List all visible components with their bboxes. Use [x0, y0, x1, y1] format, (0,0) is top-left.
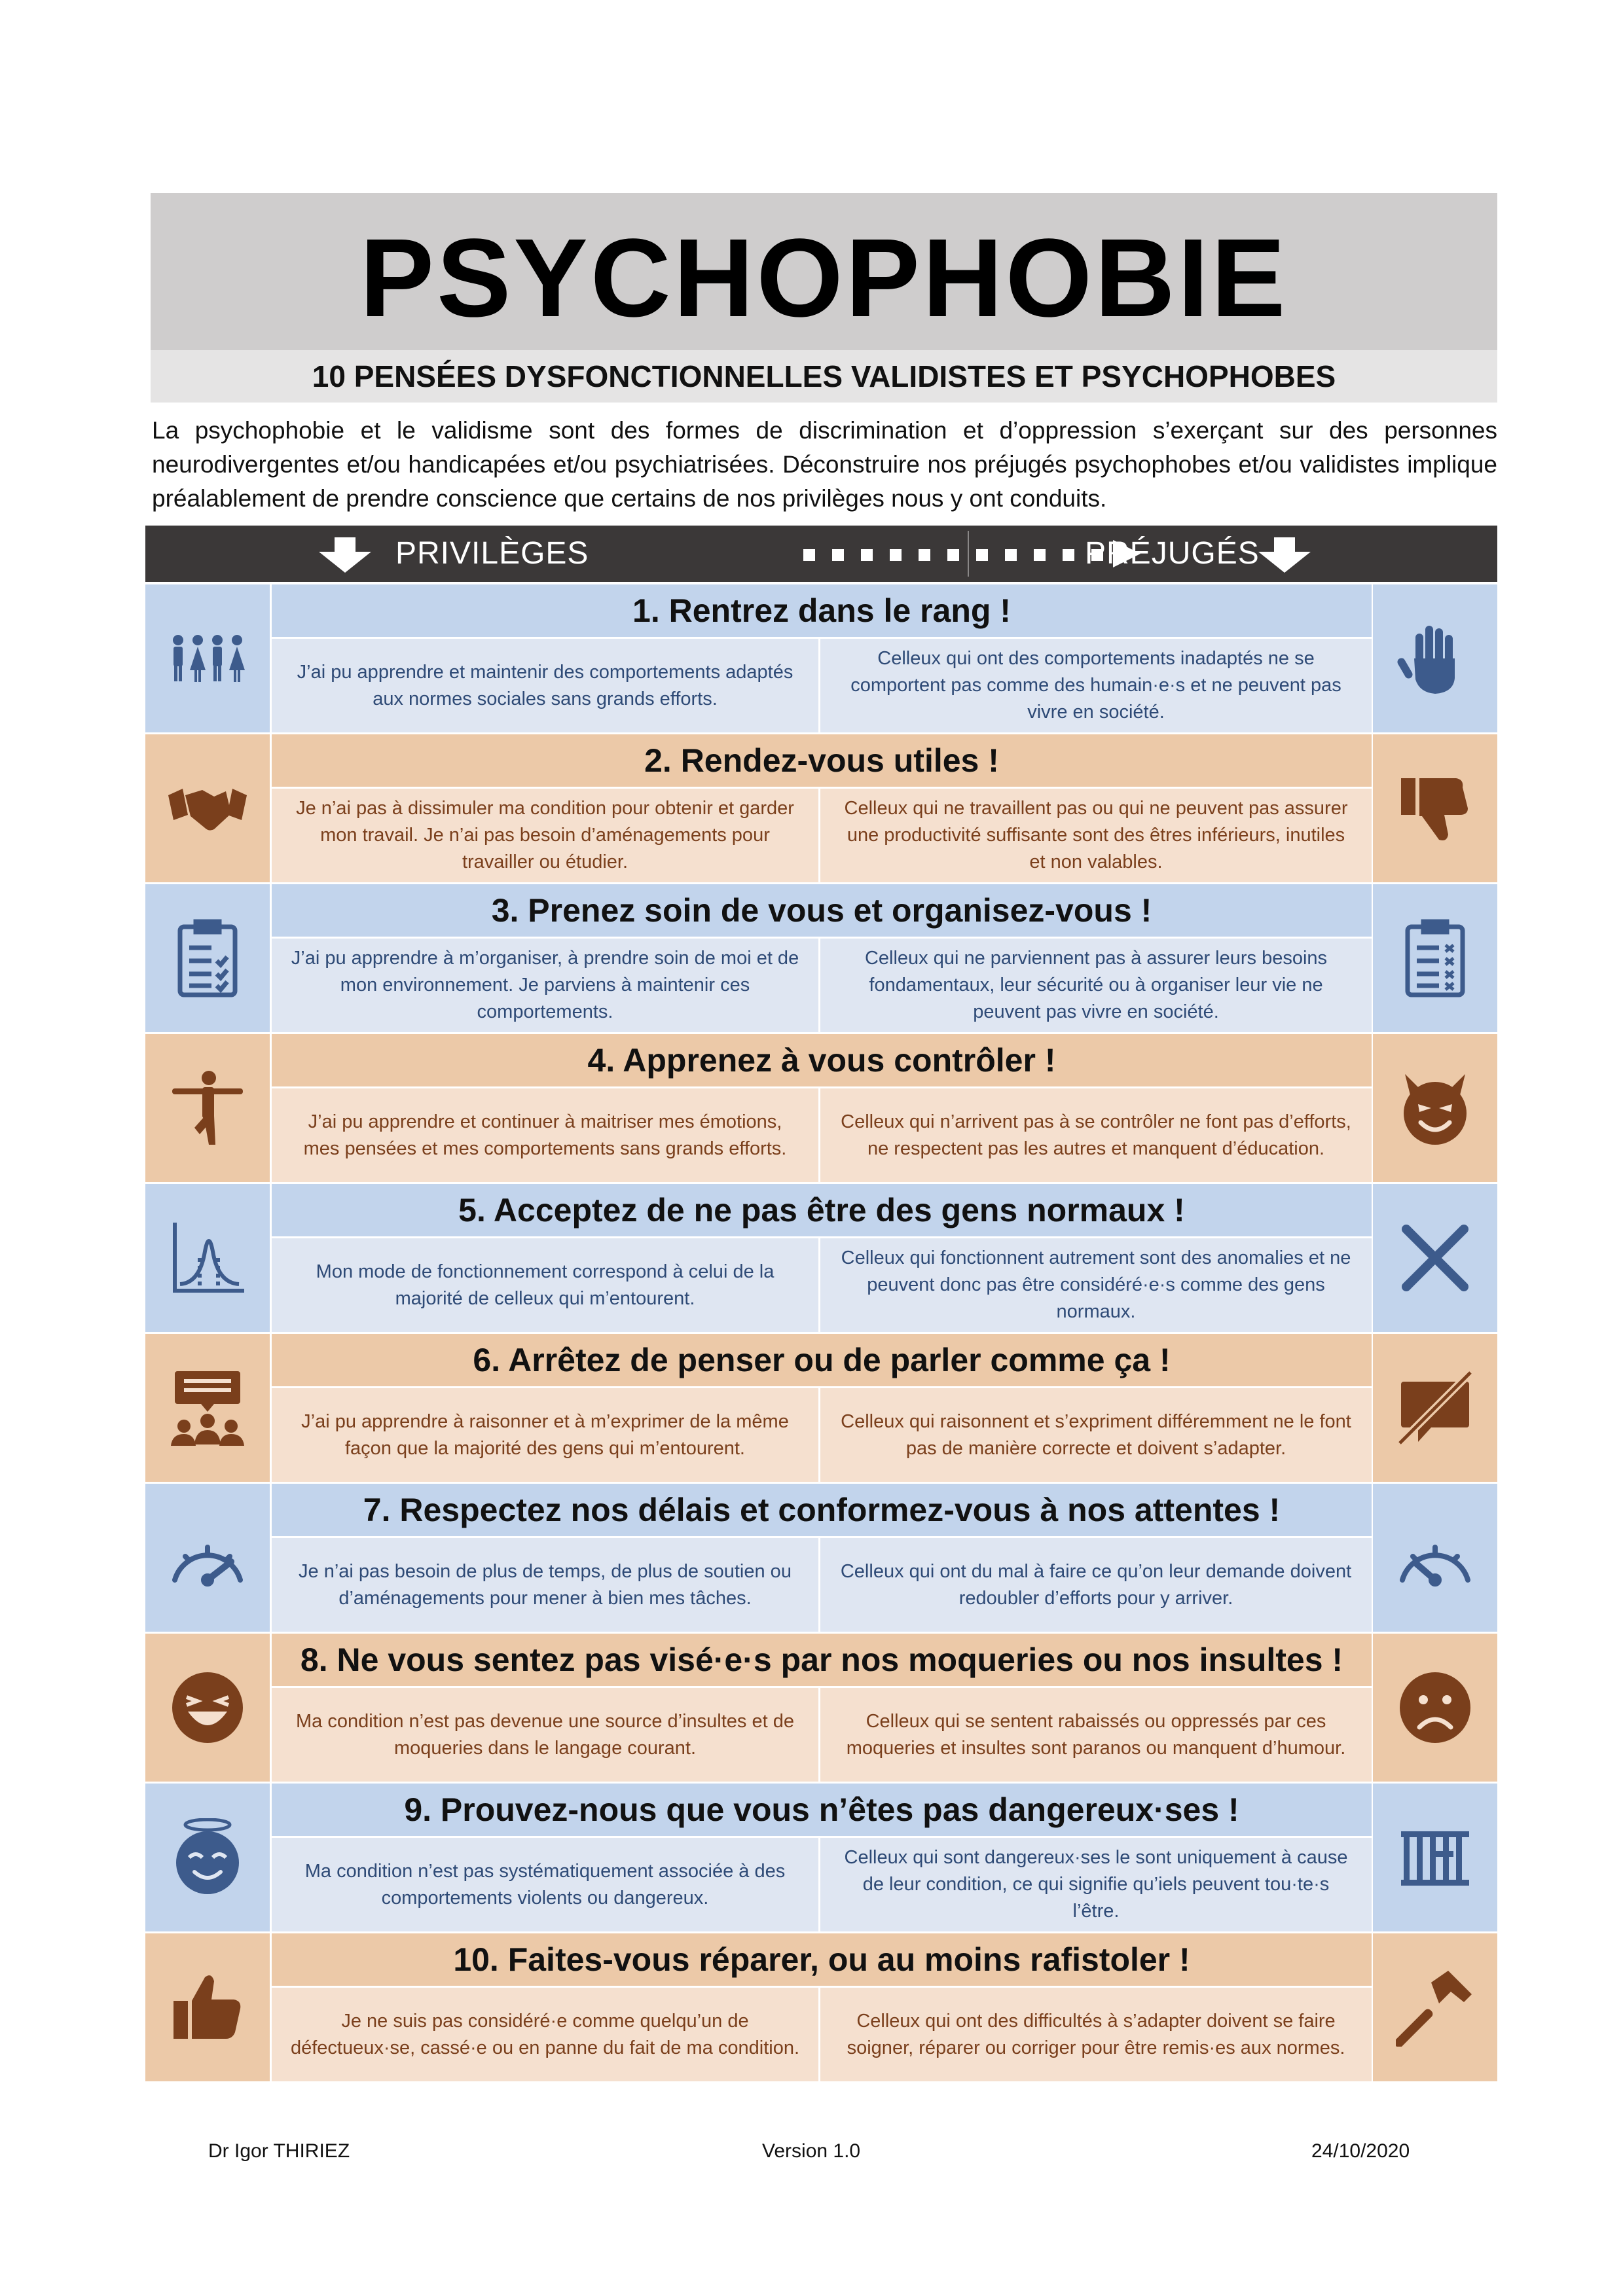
thought-row-1 [145, 584, 1497, 732]
speedometer-fast-icon [168, 1518, 247, 1597]
privilege-text: J’ai pu apprendre à m’organiser, à prendre soin de moi et de mon environnement. Je parviens à maintenir ces comportements. [272, 939, 818, 1032]
handshake-icon [168, 769, 247, 848]
stop-hand-icon [1396, 619, 1474, 698]
page-subtitle: 10 PENSÉES DYSFONCTIONNELLES VALIDISTES ET PSYCHOPHOBES [151, 350, 1497, 403]
prejudice-text: Celleux qui sont dangereux·ses le sont uniquement à cause de leur condition, ce qui signifie qu’iels peuvent tou·te·s l’être. [820, 1838, 1372, 1931]
thumbs-down-icon [1396, 769, 1474, 848]
privilege-text: Je n’ai pas à dissimuler ma condition pour obtenir et garder mon travail. Je n’ai pas besoin d’aménagements pour travailler ou étudier. [272, 789, 818, 882]
privilege-icon-cell [145, 884, 270, 1032]
privilege-icon-cell [145, 1484, 270, 1632]
down-arrow-icon [319, 537, 371, 573]
page-title: PSYCHOPHOBIE [359, 216, 1288, 340]
privileges-label: PRIVILÈGES [395, 536, 589, 571]
privilege-text: Ma condition n’est pas devenue une source d’insultes et de moqueries dans le langage courant. [272, 1688, 818, 1782]
thought-row-7 [145, 1484, 1497, 1632]
privilege-icon-cell [145, 1334, 270, 1482]
laughing-face-icon [168, 1668, 247, 1747]
thought-title: 5. Acceptez de ne pas être des gens normaux ! [272, 1184, 1372, 1236]
thought-row-9 [145, 1784, 1497, 1931]
privileges-prejudices-bar [145, 526, 1497, 582]
thought-title: 10. Faites-vous réparer, ou au moins rafistoler ! [272, 1933, 1372, 1986]
muted-speech-icon [1396, 1369, 1474, 1447]
intro-paragraph: La psychophobie et le validisme sont des formes de discrimination et d’oppression s’exerçant sur des personnes neurodivergentes et/ou handicapées et/ou psychiatrisées. Déconstruire nos préjugés psychophobes et/ou validistes implique préalablement de prendre conscience que certains de nos privilèges nous y ont conduits. [152, 417, 1497, 512]
privilege-text: Je n’ai pas besoin de plus de temps, de plus de soutien ou d’aménagements pour mener à bien mes tâches. [272, 1538, 818, 1632]
footer-version: Version 1.0 [762, 2140, 861, 2162]
prejudice-text: Celleux qui ne travaillent pas ou qui ne peuvent pas assurer une productivité suffisante sont des êtres inférieurs, inutiles et non valables. [820, 789, 1372, 882]
prejudice-text: Celleux qui ont du mal à faire ce qu’on leur demande doivent redoubler d’efforts pour y arriver. [820, 1538, 1372, 1632]
prejudice-icon-cell [1373, 1034, 1497, 1182]
privilege-icon-cell [145, 1184, 270, 1332]
privilege-icon-cell [145, 584, 270, 732]
thought-title: 7. Respectez nos délais et conformez-vous à nos attentes ! [272, 1484, 1372, 1536]
prejudice-icon-cell [1373, 734, 1497, 882]
thought-row-4 [145, 1034, 1497, 1182]
privilege-icon-cell [145, 1933, 270, 2081]
group-of-people-icon [168, 619, 247, 698]
sad-face-icon [1396, 1668, 1474, 1747]
prejudice-text: Celleux qui fonctionnent autrement sont des anomalies et ne peuvent donc pas être considéré·e·s comme des gens normaux. [820, 1238, 1372, 1332]
devil-face-icon [1396, 1069, 1474, 1147]
prejudices-label: PRÉJUGÉS [1085, 536, 1260, 571]
thought-row-5 [145, 1184, 1497, 1332]
privilege-text: Mon mode de fonctionnement correspond à celui de la majorité de celleux qui m’entourent. [272, 1238, 818, 1332]
center-divider [968, 531, 969, 577]
thumbs-up-icon [168, 1968, 247, 2047]
thought-row-2 [145, 734, 1497, 882]
thought-title: 4. Apprenez à vous contrôler ! [272, 1034, 1372, 1086]
privilege-text: J’ai pu apprendre et continuer à maitriser mes émotions, mes pensées et mes comportements sans grands efforts. [272, 1088, 818, 1182]
hammer-icon [1396, 1968, 1474, 2047]
balancing-person-icon [168, 1069, 247, 1147]
prejudice-text: Celleux qui ont des difficultés à s’adapter doivent se faire soigner, réparer ou corriger pour être remis·es aux normes. [820, 1988, 1372, 2081]
prison-bars-icon [1396, 1818, 1474, 1897]
prejudice-text: Celleux qui ne parviennent pas à assurer leurs besoins fondamentaux, leur sécurité ou à organiser leur vie ne peuvent pas vivre en société. [820, 939, 1372, 1032]
thought-title: 2. Rendez-vous utiles ! [272, 734, 1372, 787]
angel-face-icon [168, 1818, 247, 1897]
prejudice-icon-cell [1373, 1933, 1497, 2081]
dotted-arrow-line [803, 549, 1120, 564]
thought-title: 9. Prouvez-nous que vous n’êtes pas dangereux·ses ! [272, 1784, 1372, 1836]
prejudice-icon-cell [1373, 1784, 1497, 1931]
prejudice-text: Celleux qui raisonnent et s’expriment différemment ne le font pas de manière correcte et doivent s’adapter. [820, 1388, 1372, 1482]
prejudice-text: Celleux qui se sentent rabaissés ou oppressés par ces moqueries et insultes sont paranos ou manquent d’humour. [820, 1688, 1372, 1782]
speedometer-slow-icon [1396, 1518, 1474, 1597]
privilege-icon-cell [145, 1634, 270, 1782]
prejudice-icon-cell [1373, 1634, 1497, 1782]
thought-title: 8. Ne vous sentez pas visé·e·s par nos moqueries ou nos insultes ! [272, 1634, 1372, 1686]
footer-author: Dr Igor THIRIEZ [208, 2140, 350, 2162]
privilege-icon-cell [145, 734, 270, 882]
privilege-text: Ma condition n’est pas systématiquement associée à des comportements violents ou dangereux. [272, 1838, 818, 1931]
thought-title: 6. Arrêtez de penser ou de parler comme ça ! [272, 1334, 1372, 1386]
privilege-text: J’ai pu apprendre et maintenir des comportements adaptés aux normes sociales sans grands efforts. [272, 639, 818, 732]
privilege-text: Je ne suis pas considéré·e comme quelqu’un de défectueux·se, cassé·e ou en panne du fait de ma condition. [272, 1988, 818, 2081]
prejudice-icon-cell [1373, 1484, 1497, 1632]
prejudice-icon-cell [1373, 1184, 1497, 1332]
prejudice-icon-cell [1373, 584, 1497, 732]
prejudice-icon-cell [1373, 884, 1497, 1032]
prejudice-icon-cell [1373, 1334, 1497, 1482]
privilege-text: J’ai pu apprendre à raisonner et à m’exprimer de la même façon que la majorité des gens qui m’entourent. [272, 1388, 818, 1482]
thought-row-10 [145, 1933, 1497, 2081]
thought-title: 1. Rentrez dans le rang ! [272, 584, 1372, 637]
prejudice-text: Celleux qui n’arrivent pas à se contrôler ne font pas d’efforts, ne respectent pas les autres et manquent d’éducation. [820, 1088, 1372, 1182]
cross-icon [1396, 1219, 1474, 1297]
footer-date: 24/10/2020 [1311, 2140, 1410, 2162]
privilege-icon-cell [145, 1784, 270, 1931]
checklist-clipboard-icon [168, 919, 247, 997]
thought-row-3 [145, 884, 1497, 1032]
thought-row-6 [145, 1334, 1497, 1482]
prejudice-text: Celleux qui ont des comportements inadaptés ne se comportent pas comme des humain·e·s et ne peuvent pas vivre en société. [820, 639, 1372, 732]
privilege-icon-cell [145, 1034, 270, 1182]
down-arrow-icon [1258, 537, 1311, 573]
header-banner [151, 193, 1497, 403]
thought-row-8 [145, 1634, 1497, 1782]
thought-title: 3. Prenez soin de vous et organisez-vous ! [272, 884, 1372, 937]
bell-curve-icon [168, 1219, 247, 1297]
speaking-group-icon [168, 1369, 247, 1447]
crossed-clipboard-icon [1396, 919, 1474, 997]
